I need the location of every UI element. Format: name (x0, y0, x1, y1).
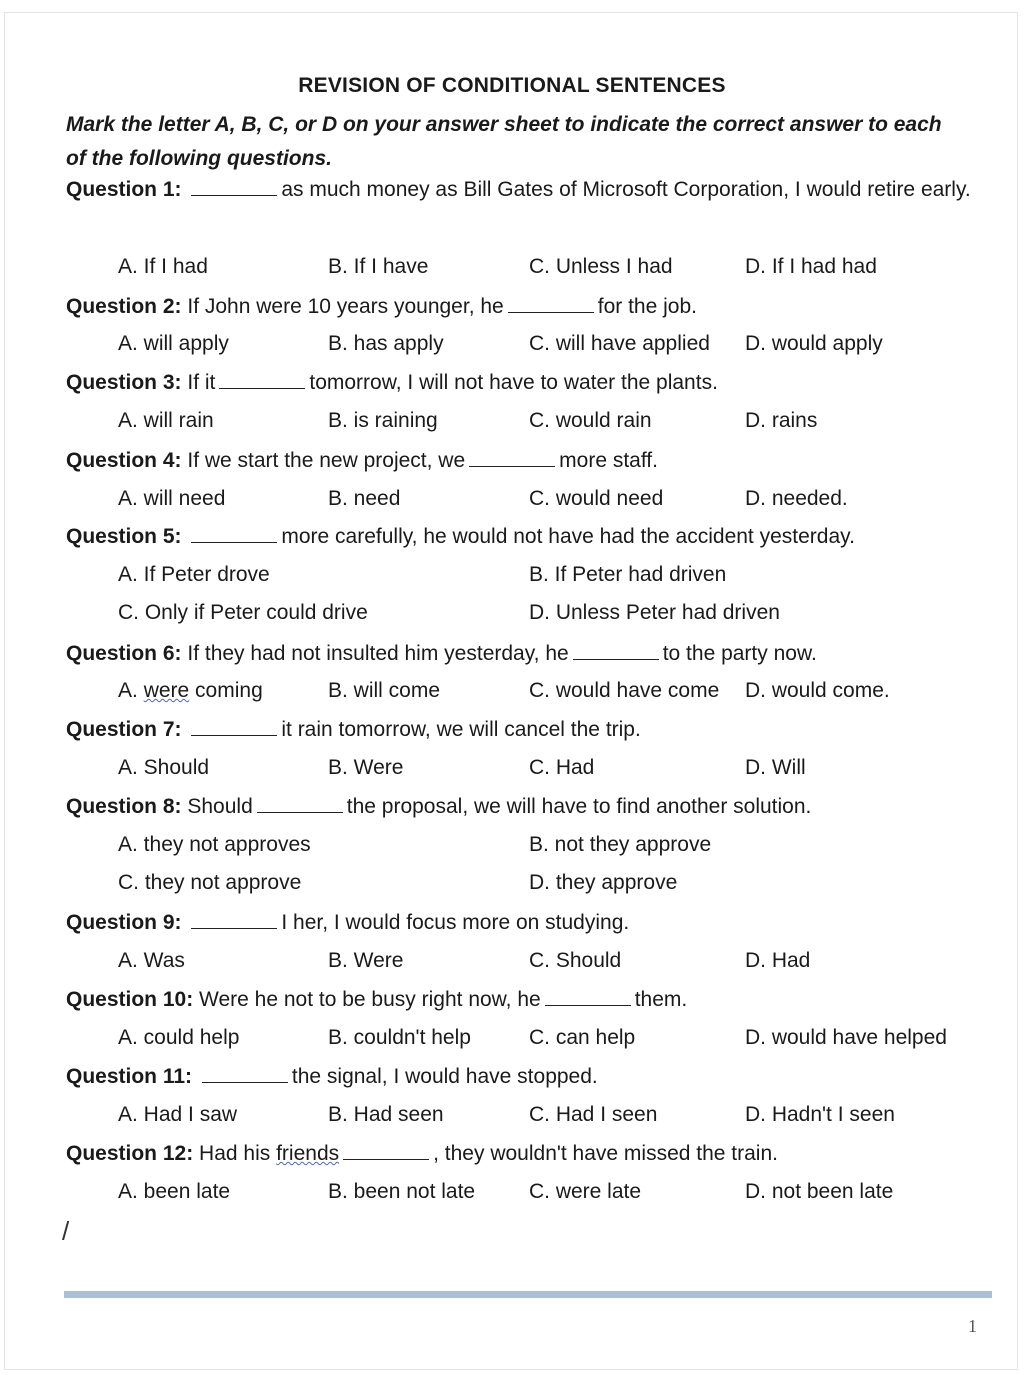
question-text: for the job. (597, 295, 697, 318)
option-b: B. Were (328, 756, 404, 779)
option-d: D. Had (745, 949, 811, 972)
option-a: A. could help (118, 1026, 240, 1049)
question-text: Should (187, 795, 253, 818)
option-d: D. would come. (745, 679, 890, 702)
option-b: B. is raining (328, 409, 438, 432)
question-9 (66, 906, 986, 940)
question-text: as much money as Bill Gates of Microsoft Corporation, I would retire early. (281, 178, 971, 201)
instructions: Mark the letter A, B, C, or D on your answer sheet to indicate the correct answer to each of the following questions. (66, 113, 942, 170)
option-a: A. If I had (118, 255, 208, 278)
question-text: more staff. (559, 449, 658, 472)
question-3 (66, 366, 986, 400)
question-label: Question 2: (66, 295, 182, 318)
question-text: to the party now. (662, 642, 817, 665)
question-5 (66, 520, 986, 554)
question-text: it rain tomorrow, we will cancel the trip. (281, 718, 641, 741)
option-a (118, 676, 263, 706)
option-a: A. they not approves (118, 833, 311, 856)
answer-blank (257, 792, 343, 813)
option-c: C. Unless I had (529, 255, 673, 278)
option-c: C. would need (529, 487, 664, 510)
question-text: the signal, I would have stopped. (291, 1065, 598, 1088)
option-c: C. would rain (529, 409, 652, 432)
option-c: C. Had I seen (529, 1103, 658, 1126)
question-4 (66, 444, 986, 478)
page-number: 1 (968, 1316, 977, 1336)
option-text: coming (189, 679, 263, 702)
option-a: A. will rain (118, 409, 214, 432)
option-b: B. need (328, 487, 401, 510)
question-text: If it (187, 371, 216, 394)
option-d: D. Hadn't I seen (745, 1103, 895, 1126)
option-b: B. If Peter had driven (529, 563, 727, 586)
answer-blank (191, 715, 277, 736)
option-c: C. were late (529, 1180, 642, 1203)
option-d: D. If I had had (745, 255, 877, 278)
option-d: D. needed. (745, 487, 848, 510)
question-label: Question 4: (66, 449, 182, 472)
answer-blank (508, 292, 594, 313)
option-b: B. not they approve (529, 833, 712, 856)
option-c: C. Should (529, 949, 622, 972)
question-label: Question 1: (66, 178, 182, 201)
answer-blank (191, 522, 277, 543)
option-d: D. would have helped (745, 1026, 947, 1049)
question-label: Question 5: (66, 525, 182, 548)
answer-blank (219, 368, 305, 389)
option-a: A. will apply (118, 332, 229, 355)
question-label: Question 10: (66, 988, 194, 1011)
option-b: B. Had seen (328, 1103, 444, 1126)
answer-blank (202, 1062, 288, 1083)
option-b: B. will come (328, 679, 441, 702)
option-a: A. Was (118, 949, 185, 972)
question-11 (66, 1060, 986, 1094)
question-label: Question 7: (66, 718, 182, 741)
option-c: C. they not approve (118, 871, 302, 894)
question-1 (66, 171, 986, 209)
question-10 (66, 983, 986, 1017)
option-c: C. Only if Peter could drive (118, 601, 368, 624)
question-text: them. (634, 988, 688, 1011)
question-12 (66, 1137, 986, 1171)
question-8 (66, 790, 986, 824)
option-a: A. If Peter drove (118, 563, 270, 586)
option-a: A. will need (118, 487, 226, 510)
question-text: more carefully, he would not have had the accident yesterday. (281, 525, 855, 548)
option-b: B. If I have (328, 255, 429, 278)
answer-blank (343, 1139, 429, 1160)
option-d: D. not been late (745, 1180, 894, 1203)
question-text: If they had not insulted him yesterday, he (187, 642, 569, 665)
question-text: Were he not to be busy right now, he (199, 988, 541, 1011)
option-c: C. would have come (529, 679, 720, 702)
option-a: A. Had I saw (118, 1103, 238, 1126)
question-7 (66, 713, 986, 747)
answer-blank (191, 175, 277, 196)
option-c: C. will have applied (529, 332, 710, 355)
option-d: D. they approve (529, 871, 678, 894)
question-label: Question 6: (66, 642, 182, 665)
spellcheck-word: friends (276, 1142, 340, 1165)
document-title: REVISION OF CONDITIONAL SENTENCES (298, 74, 726, 97)
option-b: B. been not late (328, 1180, 476, 1203)
option-b: B. has apply (328, 332, 444, 355)
question-6 (66, 637, 986, 671)
option-a: A. Should (118, 756, 210, 779)
text-cursor-icon: / (62, 1216, 70, 1246)
question-label: Question 9: (66, 911, 182, 934)
answer-blank (469, 446, 555, 467)
option-c: C. Had (529, 756, 595, 779)
question-text: If John were 10 years younger, he (187, 295, 504, 318)
question-text: I her, I would focus more on studying. (281, 911, 630, 934)
question-2 (66, 290, 986, 324)
question-label: Question 11: (66, 1065, 193, 1088)
option-b: B. couldn't help (328, 1026, 471, 1049)
option-d: D. Will (745, 756, 806, 779)
option-b: B. Were (328, 949, 404, 972)
footer-divider (64, 1291, 992, 1298)
question-label: Question 12: (66, 1142, 194, 1165)
option-letter: A. (118, 679, 144, 702)
question-label: Question 3: (66, 371, 182, 394)
question-text: the proposal, we will have to find another solution. (346, 795, 812, 818)
question-text: tomorrow, I will not have to water the plants. (309, 371, 718, 394)
answer-blank (573, 639, 659, 660)
option-a: A. been late (118, 1180, 231, 1203)
option-d: D. would apply (745, 332, 883, 355)
question-text: Had his (199, 1142, 271, 1165)
question-text: If we start the new project, we (187, 449, 466, 472)
option-d: D. rains (745, 409, 818, 432)
option-c: C. can help (529, 1026, 636, 1049)
answer-blank (545, 985, 631, 1006)
option-d: D. Unless Peter had driven (529, 601, 780, 624)
question-text: , they wouldn't have missed the train. (433, 1142, 778, 1165)
question-label: Question 8: (66, 795, 182, 818)
spellcheck-word: were (143, 679, 190, 702)
answer-blank (191, 908, 277, 929)
